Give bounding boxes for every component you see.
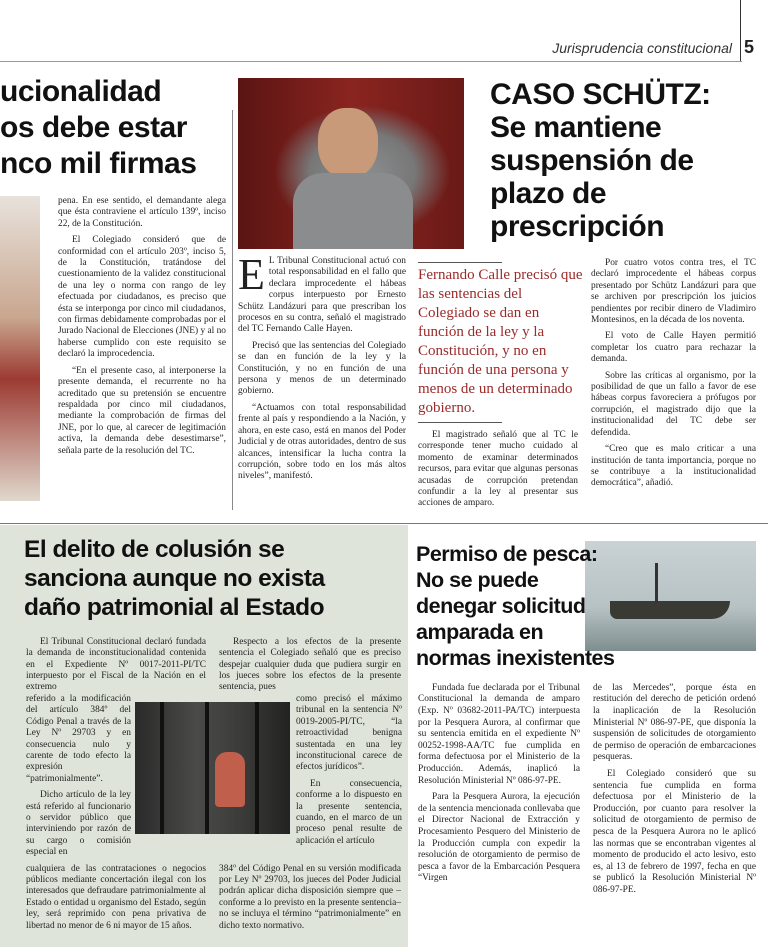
paragraph: Sobre las críticas al organismo, por la posibilidad de que un fallo a favor de ese hábeas corpus favoreciera a prófugos por corrupción, el magistrado dijo que la institucionalidad del TC debe ser defendida. <box>591 370 756 438</box>
paragraph: El voto de Calle Hayen permitió completar los cuatro para rechazar la demanda. <box>591 331 756 365</box>
story3-left <box>26 694 131 864</box>
story1-body <box>58 196 226 462</box>
magistrate-photo <box>238 78 464 249</box>
paragraph: El Tribunal Constitucional declaró fundada la demanda de inconstitucionalidad contenida en el Expediente Nº 0017-2011-PI/TC interpuesto por el Fiscal de la Nación en el extremo <box>26 636 206 693</box>
paragraph: pena. En ese sentido, el demandante alega que ésta contraviene el artículo 139º, inciso 22, de la Constitución. <box>58 196 226 229</box>
story3-box <box>0 525 408 947</box>
page-number: 5 <box>744 37 755 57</box>
story3-bottom2 <box>219 864 401 937</box>
photo-prisoner <box>215 752 245 807</box>
story3-right <box>296 694 402 852</box>
photo-suit <box>293 173 413 249</box>
pullquote-rule-top <box>418 262 502 263</box>
story4-col1 <box>418 683 580 890</box>
story4-col2 <box>593 683 756 902</box>
headline-line: os debe estar <box>0 111 187 144</box>
section-title: Jurisprudencia constitucional <box>552 40 732 56</box>
story3-top1 <box>26 637 206 694</box>
headline-line: suspensión de <box>490 144 694 177</box>
paragraph: Fundada fue declarada por el Tribunal Constitucional la demanda de amparo (Exp. Nº 03682-2011-PA/TC) interpuesta por la Pesquera Aurora, al confirmar que su sentencia emitida en el expediente Nº 00252-1998-AA/TC fue cumplida en forma defectuosa por el Ministerio de la Producción. Además, inaplicó la Resolución Ministerial Nº 086-97-PE. <box>418 682 580 786</box>
paragraph: El Colegiado consideró que de conformidad con el artículo 203º, inciso 5, de la Constitución, tratándose del cuestionamiento de la validez constitucional de una ley o norma con rango de ley efectuada por ciudadanos, es preciso que ésta se interponga por cinco mil ciudadanos, con firmas debidamente comprobadas por el Jurado Nacional de Elecciones (JNE) y al no haberse cumplido con este requisito se declaró la improcedencia. <box>58 235 226 360</box>
paragraph: El Colegiado consideró que su sentencia fue cumplida en forma defectuosa por el Ministerio de la Producción, por cuanto para resolver la solicitud de otorgamiento de permiso de pesca de la Pesquera Aurora no le aplicó las normas que se encontraban vigentes al momento de producido el acto lesivo, esto es, al 13 de febrero de 1997, fecha en que se publicó la Resolución Ministerial Nº 086-97-PE. <box>593 769 756 895</box>
story3-headline <box>24 535 401 622</box>
paragraph: 384º del Código Penal en su versión modificada por Ley Nº 29703, los jueces del Poder Judicial podrán aplicar dicha disposición siempre que –conforme a lo previsto en la presente sentencia– no se incluya el término “patrimonialmente” en dicho texto normativo. <box>219 863 401 931</box>
paragraph: “En el presente caso, al interponerse la presente demanda, el recurrente no ha acreditado que su pretensión se encuentre respaldada por cinco mil ciudadanos, mediante la comprobación de firmas del JNE, por lo que, al carecer de legitimación activa, la demanda debe desestimarse”, señala parte de la resolución del TC. <box>58 365 226 456</box>
paragraph: Precisó que las sentencias del Colegiado se dan en función de la ley y la Constitución, y no en función de una persona y menos de un determinado gobierno. <box>238 340 406 397</box>
headline-line: plazo de <box>490 177 607 210</box>
story4-headline <box>416 541 760 671</box>
story3-bottom1 <box>26 864 206 937</box>
story4-columns <box>416 683 760 902</box>
photo-bar <box>160 702 164 834</box>
paragraph: El magistrado señaló que al TC le corresponde tener mucho cuidado al momento de examinar determinados recursos, para evitar que algunas personas acusadas de corrupción pretendan confundir a la ley al presentar sus acciones de amparo. <box>418 430 578 509</box>
story4 <box>408 525 768 947</box>
headline-line: denegar solicitud <box>416 593 586 618</box>
headline-line: nco mil firmas <box>0 147 197 180</box>
paragraph: L Tribunal Constitucional actuó con total responsabilidad en el fallo que declara improcedente el hábeas corpus interpuesto por Ernesto Schütz Landázuri para que prescriban los procesos en su contra, señaló el magistrado del TC Fernando Calle Hayen. <box>238 256 406 335</box>
headline-line: prescripción <box>490 210 665 243</box>
paragraph: “Creo que es malo criticar a una institución de tanta importancia, porque no se contribuye a la institucionalidad democrática”, añadió. <box>591 444 756 489</box>
photo-face <box>318 108 378 178</box>
paragraph: Dicho artículo de la ley está referido al funcionario o servidor público que interviniendo por razón de su cargo o comisión especial en <box>26 790 131 858</box>
headline-line: sanciona aunque no exista <box>24 564 325 592</box>
paragraph: En consecuencia, conforme a lo dispuesto en la presente sentencia, cuando, en el marco de un proceso penal resulte de aplicación el artículo <box>296 778 402 846</box>
jail-photo <box>135 702 290 834</box>
story3-top2 <box>219 637 401 694</box>
story3-middle-row <box>24 694 401 864</box>
headline-line: ucionalidad <box>0 75 162 108</box>
headline-line: No se puede <box>416 567 539 592</box>
bottom-section <box>0 525 768 947</box>
paragraph: cualquiera de las contrataciones o negocios públicos mediante concertación ilegal con los interesados que defraudare patrimonialmente al Estado o entidad u organismo del Estado, según ley, será reprimido con pena privativa de libertad no menor de 6 ni mayor de 15 años. <box>26 863 206 931</box>
headline-line: daño patrimonial al Estado <box>24 593 325 621</box>
headline-line: amparada en <box>416 619 544 644</box>
paragraph: de las Mercedes”, porque ésta en restitución del derecho de petición ordenó la inaplicación de la Resolución Ministerial Nº 086-97-PE, que disponía la suspensión de solicitudes de otorgamiento de permiso de operación de embarcaciones pesqueras. <box>593 682 756 763</box>
headline-line: Permiso de pesca: <box>416 541 598 566</box>
story3-top-row <box>24 637 401 694</box>
pull-quote: Fernando Calle precisó que las sentencias del Colegiado se dan en función de la ley y la Constitución, y no en función de una persona y menos de un determinado gobierno. <box>418 267 583 416</box>
paragraph: “Actuamos con total responsabilidad frente al país y respondiendo a la Nación, y ahora, en este caso, está en manos del Poder Judicial y de otras autoridades, dentro de sus alcances, intensificar la lucha contra la corrupción, sobre todo en los más altos niveles”, manifestó. <box>238 402 406 482</box>
photo-bar <box>255 702 259 834</box>
story3-bottom-row <box>24 864 401 937</box>
headline-line: CASO SCHÜTZ: <box>490 78 711 111</box>
pullquote-rule-bottom <box>418 422 502 423</box>
paragraph: Respecto a los efectos de la presente sentencia el Colegiado señaló que es preciso despejar cualquier duda que pudiera surgir en los jueces sobre los efectos de la presente sentencia, pues <box>219 636 401 693</box>
headline-line: Se mantiene <box>490 111 662 144</box>
section-divider <box>0 523 768 524</box>
headline-line: normas inexistentes <box>416 645 615 670</box>
drop-cap: E <box>238 250 265 299</box>
page-corner-rule <box>740 0 741 62</box>
header-rule <box>0 61 742 62</box>
story1-photo <box>0 196 40 501</box>
photo-bar <box>205 702 209 834</box>
headline-line: El delito de colusión se <box>24 535 285 563</box>
story1-headline <box>0 74 196 182</box>
paragraph: Por cuatro votos contra tres, el TC declaró improcedente el hábeas corpus presentado por Schütz Landázuri para que se archiven por prescripción los juicios pendientes por recibir dinero de Vladimiro Montesinos, en la década de los noventa. <box>591 258 756 326</box>
paragraph: referido a la modificación del artículo 384º del Código Penal a través de la Ley Nº 29703 y en consecuencia nulo y carente de todo efecto la expresión “patrimonialmente”. <box>26 693 131 784</box>
story2-headline <box>490 78 711 243</box>
paragraph: como precisó el máximo tribunal en la sentencia Nº 0019-2005-PI/TC, “la retroactividad benigna sustentada en una ley inconstitucional carece de efectos jurídicos”. <box>296 693 402 773</box>
column-divider <box>232 110 233 510</box>
paragraph: Para la Pesquera Aurora, la ejecución de la sentencia mencionada conllevaba que el Director Nacional de Extracción y Procesamiento Pesquero del Ministerio de la Producción cumpla con expedir la resolución de otorgamiento de permiso de pesca a favor de la Embarcación Pesquera “Virgen <box>418 792 580 884</box>
